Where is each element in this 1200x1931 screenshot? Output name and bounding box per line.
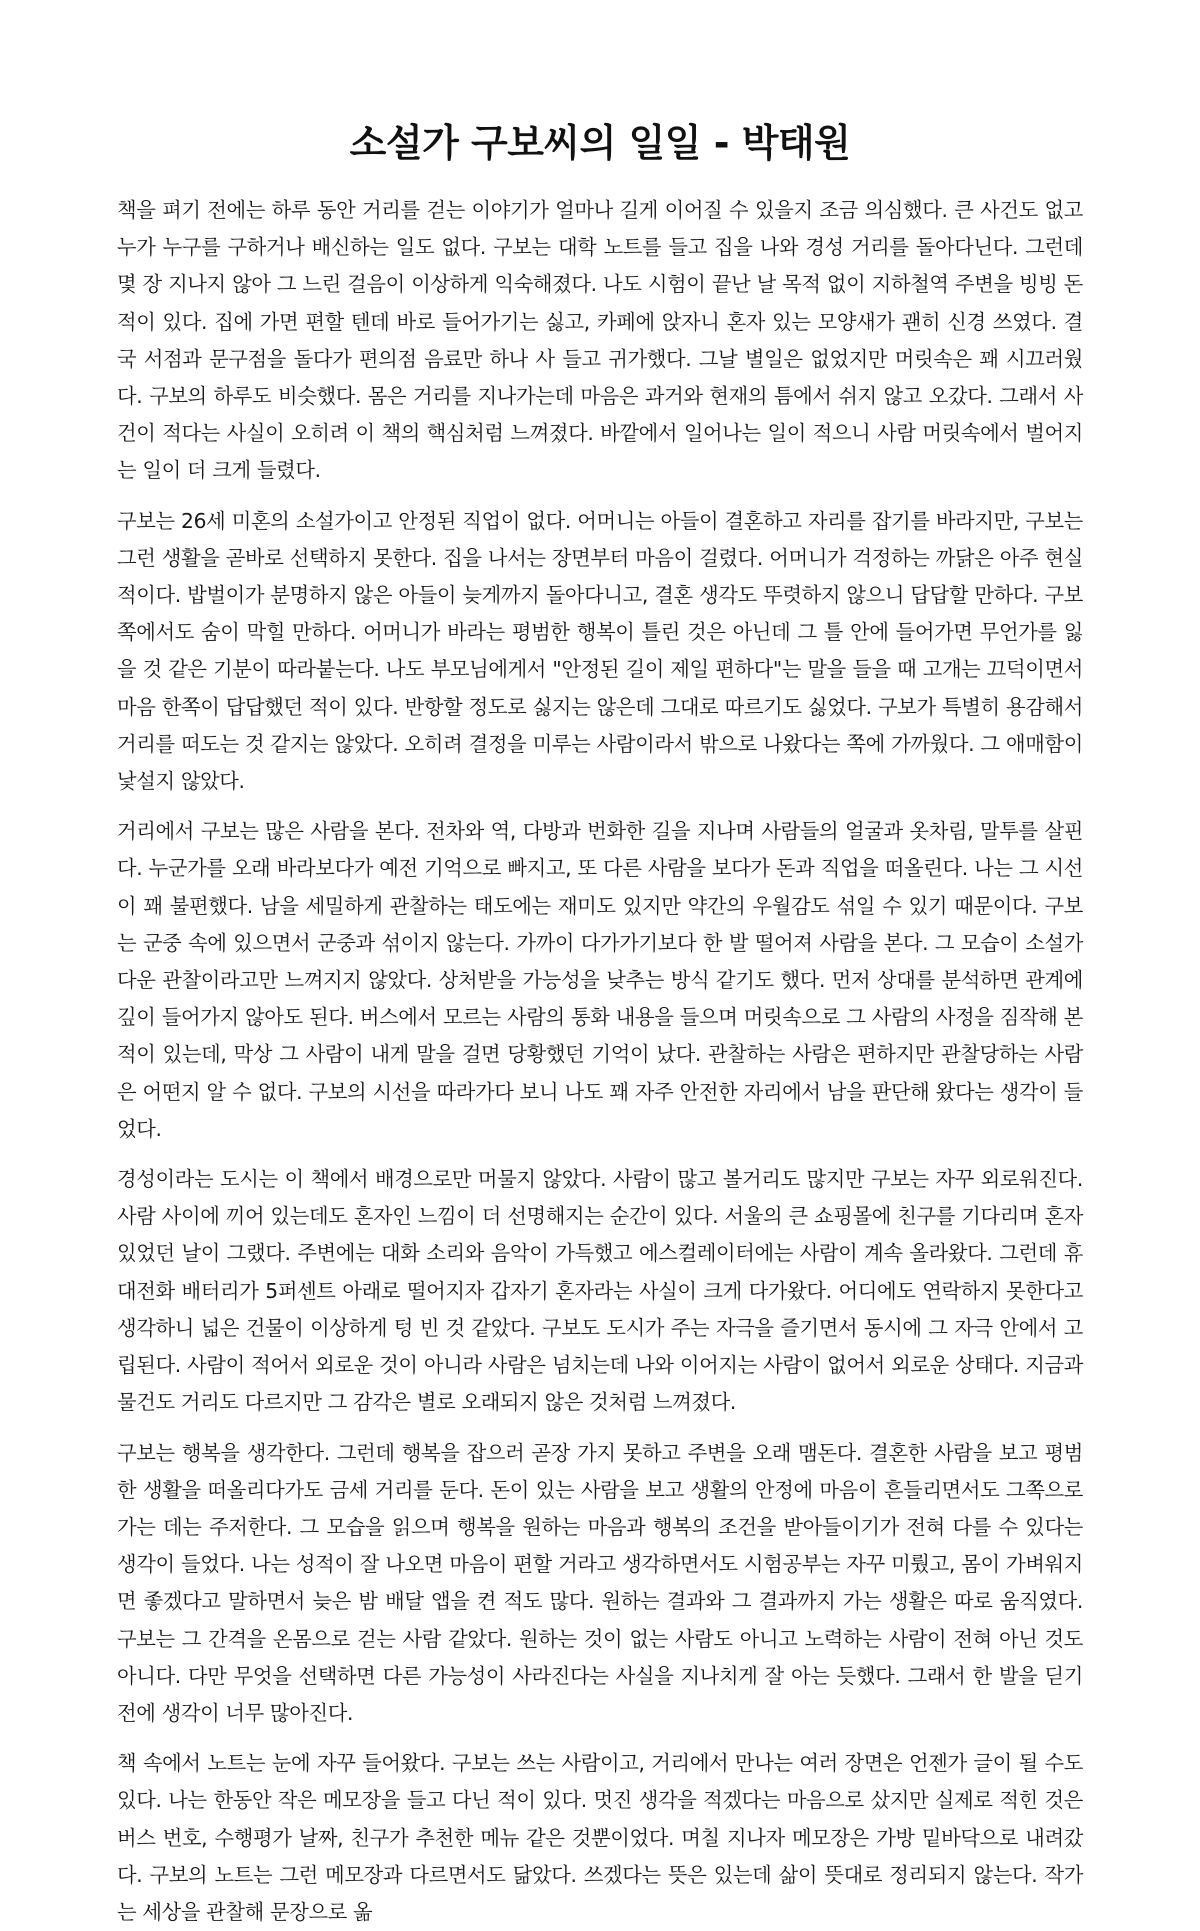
paragraph: 책을 펴기 전에는 하루 동안 거리를 걷는 이야기가 얼마나 길게 이어질 수 있을지 조금 의심했다. 큰 사건도 없고 누가 누구를 구하거나 배신하는 일도 없다. 구보는 대학 노트를 들고 집을 나와 경성 거리를 돌아다닌다. 그런데 몇 장 지나지 않아 그 느린 걸음이 이상하게 익숙해졌다. 나도 시험이 끝난 날 목적 없이 지하철역 주변을 빙빙 돈 적이 있다. 집에 가면 편할 텐데 바로 들어가기는 싫고, 카페에 앉자니 혼자 있는 모양새가 괜히 신경 쓰였다. 결국 서점과 문구점을 돌다가 편의점 음료만 하나 사 들고 귀가했다. 그날 별일은 없었지만 머릿속은 꽤 시끄러웠다. 구보의 하루도 비슷했다. 몸은 거리를 지나가는데 마음은 과거와 현재의 틈에서 쉬지 않고 오갔다. 그래서 사건이 적다는 사실이 오히려 이 책의 핵심처럼 느껴졌다. 바깥에서 일어나는 일이 적으니 사람 머릿속에서 벌어지는 일이 더 크게 들렸다.	[117, 198, 1083, 483]
document-title: 소설가 구보씨의 일일 - 박태원	[349, 121, 851, 165]
paragraph: 책 속에서 노트는 눈에 자꾸 들어왔다. 구보는 쓰는 사람이고, 거리에서 만나는 여러 장면은 언젠가 글이 될 수도 있다. 나는 한동안 작은 메모장을 들고 다닌 적이 있다. 멋진 생각을 적겠다는 마음으로 샀지만 실제로 적힌 것은 버스 번호, 수행평가 날짜, 친구가 추천한 메뉴 같은 것뿐이었다. 며칠 지나자 메모장은 가방 밑바닥으로 내려갔다. 구보의 노트는 그런 메모장과 다르면서도 닮았다. 쓰겠다는 뜻은 있는데 삶이 뜻대로 정리되지 않는다. 작가는 세상을 관찰해 문장으로 옮	[117, 1751, 1083, 1924]
paragraph: 구보는 행복을 생각한다. 그런데 행복을 잡으러 곧장 가지 못하고 주변을 오래 맴돈다. 결혼한 사람을 보고 평범한 생활을 떠올리다가도 금세 거리를 둔다. 돈이 있는 사람을 보고 생활의 안정에 마음이 흔들리면서도 그쪽으로 가는 데는 주저한다. 그 모습을 읽으며 행복을 원하는 마음과 행복의 조건을 받아들이기가 전혀 다를 수 있다는 생각이 들었다. 나는 성적이 잘 나오면 마음이 편할 거라고 생각하면서도 시험공부는 자꾸 미뤘고, 몸이 가벼워지면 좋겠다고 말하면서 늦은 밤 배달 앱을 켠 적도 많다. 원하는 결과와 그 결과까지 가는 생활은 따로 움직였다. 구보는 그 간격을 온몸으로 걷는 사람 같았다. 원하는 것이 없는 사람도 아니고 노력하는 사람이 전혀 아닌 것도 아니다. 다만 무엇을 선택하면 다른 가능성이 사라진다는 사실을 지나치게 잘 아는 듯했다. 그래서 한 발을 딛기 전에 생각이 너무 많아진다.	[117, 1440, 1083, 1725]
paragraph: 거리에서 구보는 많은 사람을 본다. 전차와 역, 다방과 번화한 길을 지나며 사람들의 얼굴과 옷차림, 말투를 살핀다. 누군가를 오래 바라보다가 예전 기억으로 빠지고, 또 다른 사람을 보다가 돈과 직업을 떠올린다. 나는 그 시선이 꽤 불편했다. 남을 세밀하게 관찰하는 태도에는 재미도 있지만 약간의 우월감도 섞일 수 있기 때문이다. 구보는 군중 속에 있으면서 군중과 섞이지 않는다. 가까이 다가가기보다 한 발 떨어져 사람을 본다. 그 모습이 소설가다운 관찰이라고만 느껴지지 않았다. 상처받을 가능성을 낮추는 방식 같기도 했다. 먼저 상대를 분석하면 관계에 깊이 들어가지 않아도 된다. 버스에서 모르는 사람의 통화 내용을 들으며 머릿속으로 그 사람의 사정을 짐작해 본 적이 있는데, 막상 그 사람이 내게 말을 걸면 당황했던 기억이 났다. 관찰하는 사람은 편하지만 관찰당하는 사람은 어떤지 알 수 없다. 구보의 시선을 따라가다 보니 나도 꽤 자주 안전한 자리에서 남을 판단해 왔다는 생각이 들었다.	[117, 819, 1083, 1141]
paragraph: 구보는 26세 미혼의 소설가이고 안정된 직업이 없다. 어머니는 아들이 결혼하고 자리를 잡기를 바라지만, 구보는 그런 생활을 곧바로 선택하지 못한다. 집을 나서는 장면부터 마음이 걸렸다. 어머니가 걱정하는 까닭은 아주 현실적이다. 밥벌이가 분명하지 않은 아들이 늦게까지 돌아다니고, 결혼 생각도 뚜렷하지 않으니 답답할 만하다. 구보 쪽에서도 숨이 막힐 만하다. 어머니가 바라는 평범한 행복이 틀린 것은 아닌데 그 틀 안에 들어가면 무언가를 잃을 것 같은 기분이 따라붙는다. 나도 부모님에게서 "안정된 길이 제일 편하다"는 말을 들을 때 고개는 끄덕이면서 마음 한쪽이 답답했던 적이 있다. 반항할 정도로 싫지는 않은데 그대로 따르기도 싫었다. 구보가 특별히 용감해서 거리를 떠도는 것 같지는 않았다. 오히려 결정을 미루는 사람이라서 밖으로 나왔다는 쪽에 가까웠다. 그 애매함이 낯설지 않았다.	[117, 508, 1083, 794]
document-body	[117, 192, 1083, 1931]
paragraph: 경성이라는 도시는 이 책에서 배경으로만 머물지 않았다. 사람이 많고 볼거리도 많지만 구보는 자꾸 외로워진다. 사람 사이에 끼어 있는데도 혼자인 느낌이 더 선명해지는 순간이 있다. 서울의 큰 쇼핑몰에 친구를 기다리며 혼자 있었던 날이 그랬다. 주변에는 대화 소리와 음악이 가득했고 에스컬레이터에는 사람이 계속 올라왔다. 그런데 휴대전화 배터리가 5퍼센트 아래로 떨어지자 갑자기 혼자라는 사실이 크게 다가왔다. 어디에도 연락하지 못한다고 생각하니 넓은 건물이 이상하게 텅 빈 것 같았다. 구보도 도시가 주는 자극을 즐기면서 동시에 그 자극 안에서 고립된다. 사람이 적어서 외로운 것이 아니라 사람은 넘치는데 나와 이어지는 사람이 없어서 외로운 상태다. 지금과 물건도 거리도 다르지만 그 감각은 별로 오래되지 않은 것처럼 느껴졌다.	[117, 1167, 1083, 1415]
